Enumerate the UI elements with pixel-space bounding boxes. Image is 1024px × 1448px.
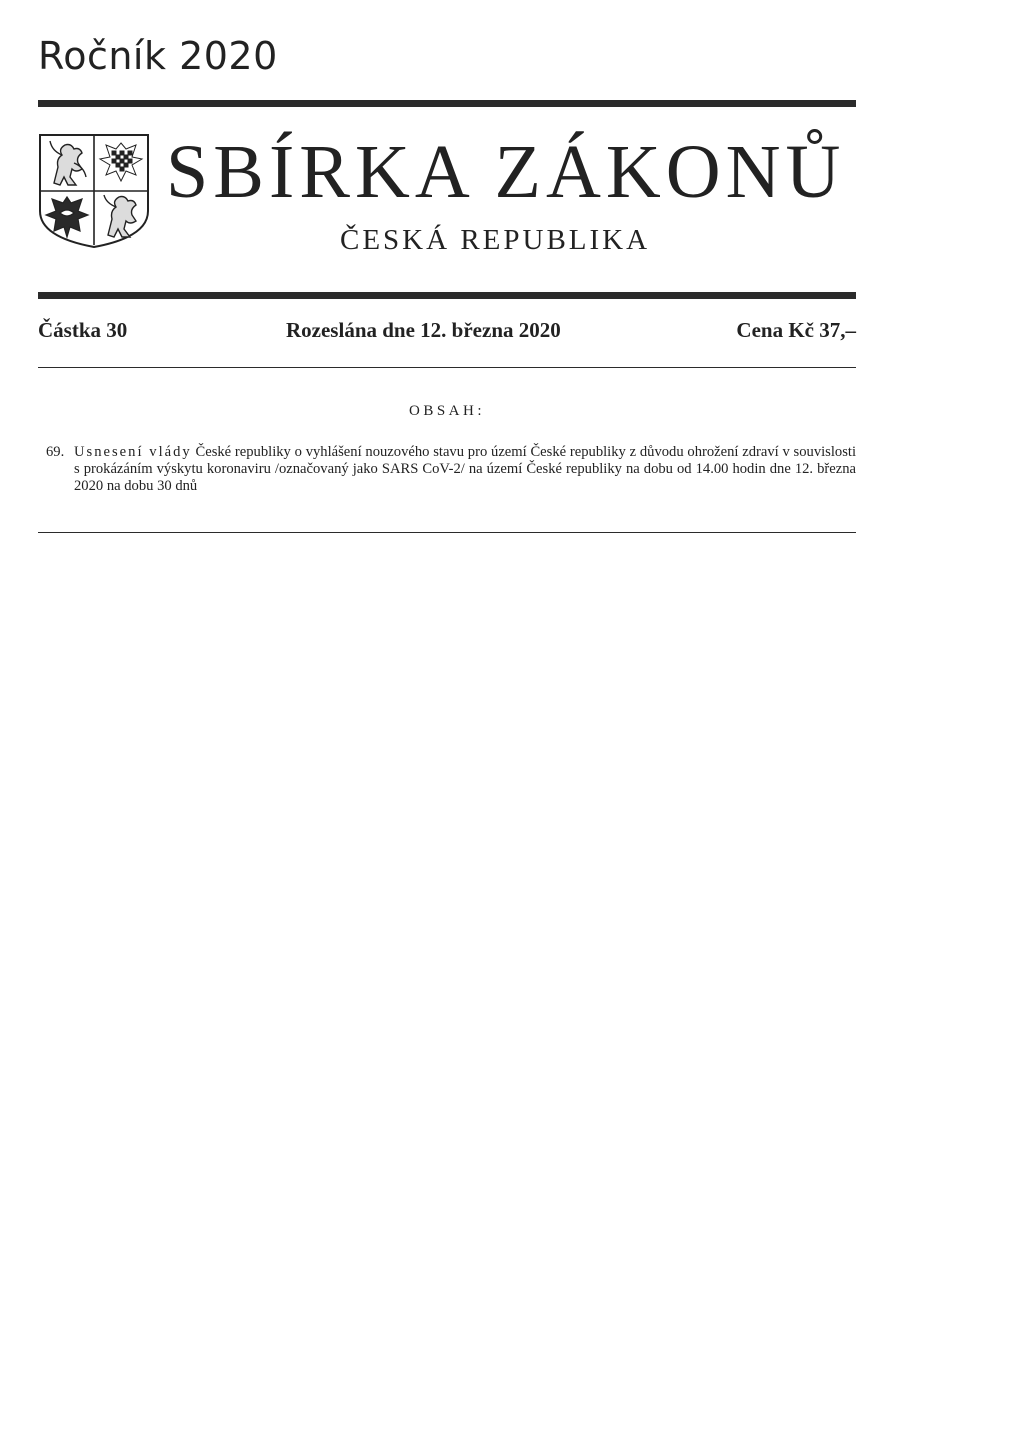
gazette-subtitle: ČESKÁ REPUBLIKA <box>340 224 651 256</box>
info-rule <box>38 367 856 368</box>
issue-price: Cena Kč 37,– <box>736 318 856 342</box>
contents-heading: OBSAH: <box>408 403 485 419</box>
end-rule <box>38 532 856 533</box>
contents-item-title <box>74 444 856 495</box>
contents-item-title-lead: Usnesení vlády <box>74 444 192 460</box>
gazette-title: SBÍRKA ZÁKONŮ <box>166 130 846 214</box>
issue-part: Částka 30 <box>38 318 128 342</box>
contents-item <box>38 444 856 495</box>
czech-coat-of-arms-icon <box>38 133 150 249</box>
volume-label: Ročník 2020 <box>38 34 278 78</box>
contents-item-number: 69. <box>46 444 65 460</box>
top-rule <box>38 100 856 107</box>
contents-item-title-rest: České republiky o vyhlášení nouzového stavu pro území České republiky z důvodu ohrožení zdraví v souvislosti s prokázáním výskytu koronaviru /označovaný jako SARS CoV-2/ na území České republiky na dobu od 14.00 hodin dne 12. března 2020 na dobu 30 dnů <box>74 444 856 494</box>
middle-rule <box>38 292 856 299</box>
issue-distribution-date: Rozeslána dne 12. března 2020 <box>286 318 561 342</box>
